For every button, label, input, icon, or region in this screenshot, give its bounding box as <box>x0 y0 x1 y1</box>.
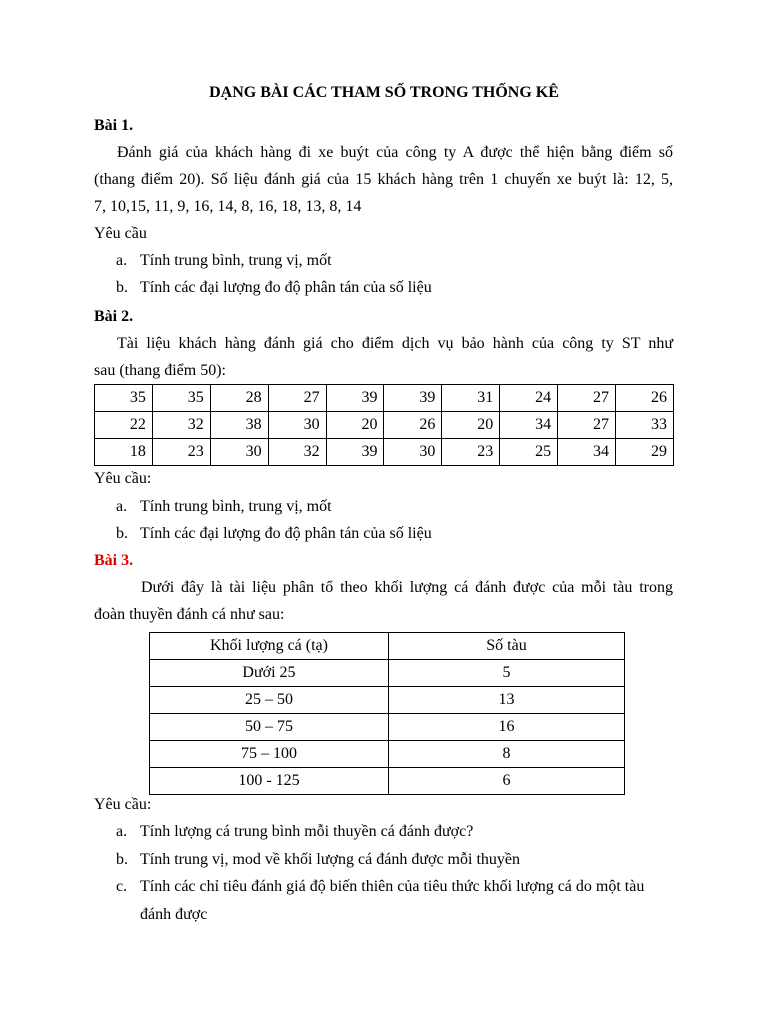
bai1-para-line1: Đánh giá của khách hàng đi xe buýt của công ty A được thể hiện bằng điểm số <box>117 144 673 161</box>
item-label: c. <box>116 878 128 895</box>
table-cell: 32 <box>268 439 326 466</box>
item-text: Tính trung vị, mod về khối lượng cá đánh được mỗi thuyền <box>140 851 520 868</box>
item-label: a. <box>116 498 128 515</box>
bai1-item-b <box>116 278 432 298</box>
table-cell: 6 <box>389 768 625 795</box>
table-cell: 35 <box>152 385 210 412</box>
table-row <box>95 412 674 439</box>
table-cell: 50 – 75 <box>150 714 389 741</box>
bai3-para-line2: đoàn thuyền đánh cá như sau: <box>94 606 285 623</box>
table-row <box>150 768 625 795</box>
table-row <box>150 714 625 741</box>
bai3-item-a <box>116 822 473 842</box>
bai3-item-c-continuation: đánh được <box>140 906 208 923</box>
item-text: Tính các đại lượng đo độ phân tán của số liệu <box>140 279 432 296</box>
table-cell: 34 <box>558 439 616 466</box>
table-cell: 18 <box>95 439 153 466</box>
table-cell: 38 <box>210 412 268 439</box>
table-cell: 23 <box>442 439 500 466</box>
table-cell: 33 <box>616 412 674 439</box>
bai2-para-line2: sau (thang điểm 50): <box>94 362 226 379</box>
table-cell: 100 - 125 <box>150 768 389 795</box>
table-cell: 26 <box>616 385 674 412</box>
table-cell: 29 <box>616 439 674 466</box>
table-cell: 32 <box>152 412 210 439</box>
item-text: Tính trung bình, trung vị, mốt <box>140 498 332 515</box>
item-label: b. <box>116 279 128 296</box>
bai1-requirement-label: Yêu cầu <box>94 225 147 242</box>
bai3-item-c <box>116 877 644 897</box>
bai2-para-line1: Tài liệu khách hàng đánh giá cho điểm dịch vụ bảo hành của công ty ST như <box>117 335 673 352</box>
bai3-fish-table <box>149 632 625 795</box>
table-header-cell: Khối lượng cá (tạ) <box>150 633 389 660</box>
bai2-score-table <box>94 384 674 466</box>
table-row <box>95 385 674 412</box>
table-cell: 39 <box>326 385 384 412</box>
bai2-heading: Bài 2. <box>94 308 134 325</box>
bai3-para-line1: Dưới đây là tài liệu phân tổ theo khối lượng cá đánh được của mỗi tàu trong <box>141 579 673 596</box>
table-cell: 16 <box>389 714 625 741</box>
bai3-item-b <box>116 850 520 870</box>
table-cell: 20 <box>442 412 500 439</box>
item-text: Tính lượng cá trung bình mỗi thuyền cá đánh được? <box>140 823 474 840</box>
item-label: a. <box>116 823 128 840</box>
table-cell: 26 <box>384 412 442 439</box>
table-cell: 13 <box>389 687 625 714</box>
bai2-item-b <box>116 524 432 544</box>
table-cell: 20 <box>326 412 384 439</box>
bai2-item-a <box>116 497 332 517</box>
bai3-requirement-label: Yêu cầu: <box>94 796 152 813</box>
bai1-para-line3: 7, 10,15, 11, 9, 16, 14, 8, 16, 18, 13, 8, 14 <box>94 198 362 215</box>
bai2-requirement-label: Yêu cầu: <box>94 470 152 487</box>
item-label: b. <box>116 525 128 542</box>
item-text: Tính trung bình, trung vị, mốt <box>140 252 332 269</box>
table-cell: 27 <box>268 385 326 412</box>
table-row <box>150 741 625 768</box>
table-cell: 23 <box>152 439 210 466</box>
table-header-cell: Số tàu <box>389 633 625 660</box>
table-header-row <box>150 633 625 660</box>
bai1-item-a <box>116 251 332 271</box>
item-label: a. <box>116 252 128 269</box>
table-cell: 22 <box>95 412 153 439</box>
table-cell: 30 <box>384 439 442 466</box>
table-cell: 30 <box>210 439 268 466</box>
table-cell: 25 – 50 <box>150 687 389 714</box>
table-cell: 5 <box>389 660 625 687</box>
bai3-heading: Bài 3. <box>94 552 134 569</box>
table-cell: 8 <box>389 741 625 768</box>
table-cell: 28 <box>210 385 268 412</box>
document-title: DẠNG BÀI CÁC THAM SỐ TRONG THỐNG KÊ <box>209 84 559 101</box>
bai1-heading: Bài 1. <box>94 117 134 134</box>
table-cell: 34 <box>500 412 558 439</box>
table-cell: 30 <box>268 412 326 439</box>
item-text: Tính các chỉ tiêu đánh giá độ biến thiên của tiêu thức khối lượng cá do một tàu <box>140 878 645 895</box>
table-cell: 24 <box>500 385 558 412</box>
table-cell: 39 <box>384 385 442 412</box>
table-row <box>150 660 625 687</box>
table-cell: 27 <box>558 385 616 412</box>
table-cell: 27 <box>558 412 616 439</box>
bai1-para-line2: (thang điểm 20). Số liệu đánh giá của 15 khách hàng trên 1 chuyến xe buýt là: 12, 5, <box>94 171 673 188</box>
table-cell: 31 <box>442 385 500 412</box>
item-label: b. <box>116 851 128 868</box>
table-row <box>150 687 625 714</box>
table-cell: 75 – 100 <box>150 741 389 768</box>
table-cell: 39 <box>326 439 384 466</box>
table-cell: 35 <box>95 385 153 412</box>
table-cell: 25 <box>500 439 558 466</box>
table-row <box>95 439 674 466</box>
item-text: Tính các đại lượng đo độ phân tán của số liệu <box>140 525 432 542</box>
table-cell: Dưới 25 <box>150 660 389 687</box>
